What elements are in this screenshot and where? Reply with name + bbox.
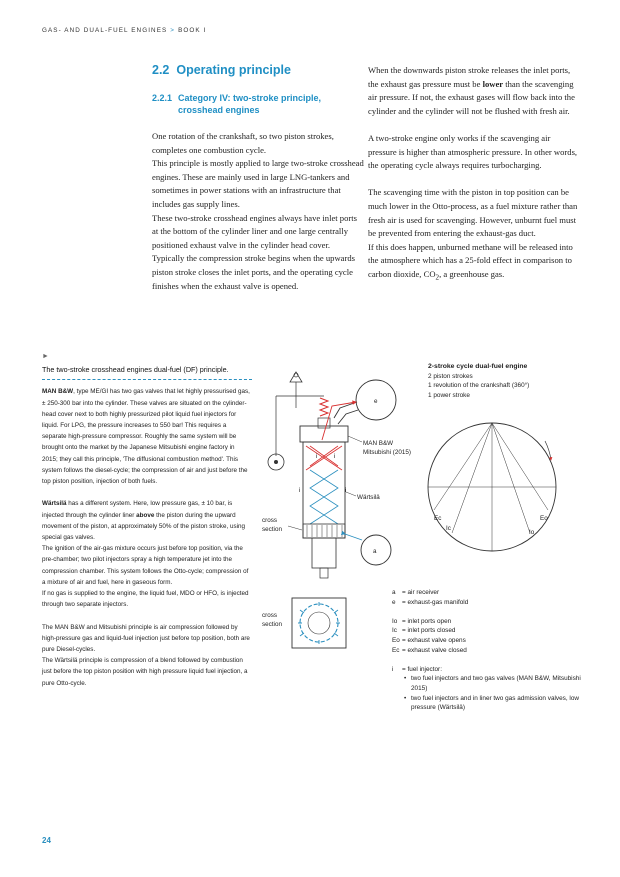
subsection-title-line2: crosshead engines <box>178 105 260 115</box>
legend-text: = inlet ports closed <box>402 627 456 635</box>
page-number: 24 <box>42 836 51 845</box>
label-cross: cross <box>262 612 278 619</box>
list-item: • two fuel injectors and two gas valves (MAN B&W, Mitsubishi 2015) <box>404 674 582 693</box>
triangle-arrow-icon: ► <box>42 353 49 360</box>
legend-text: = exhaust-gas manifold <box>402 598 469 606</box>
diagram-legend <box>392 588 582 713</box>
cam-wheel-icon <box>268 454 284 470</box>
figure-caption: The two-stroke crosshead engines dual-fuel (DF) principle. <box>42 365 229 375</box>
legend-text: = air receiver <box>402 589 440 596</box>
subscript: 2 <box>435 273 440 282</box>
label-a: a <box>373 548 377 555</box>
subsection-number: 2.2.1 <box>152 93 173 103</box>
cycle-line: 1 power stroke <box>428 391 470 399</box>
legend-row <box>392 617 582 627</box>
label-eo: Eo <box>540 515 548 522</box>
text-run: If this does happen, unburned methane will be released into the atmosphere which has a 25-fold effect in comparison to carbon dioxide, CO <box>368 241 573 279</box>
label-section: section <box>262 621 282 628</box>
text-run: , type ME/GI has two gas valves that let highly pressurised gas, ± 250-300 bar into the cylinder. These valves are situated on the cylinder-head cover next to both highly pressurized pilot liquid fuel injectors for liquid. For LPG, the pressure increases to 550 bar! This requires a separate high-pressure compressor. Roughly the same system will be brought onto the market by the Japanese Mitsubishi engine factory in 2015; they call this principle, 'The diffusional combustion method'. This system follows the diesel-cycle; the compression of air and just before the top piston position, injection of both fuels. <box>42 388 250 486</box>
sidebar-paragraph: The ignition of the air-gas mixture occurs just before top position, via the pre-chamber; two pilot injectors spray a high temperature jet into the compression chamber. This system follows the Otto-cycle; compression of a mixture of air and fuel, here in gaseous form. <box>42 545 249 586</box>
legend-row <box>392 588 582 598</box>
paragraph: Typically the compression stroke begins when the upwards piston stroke closes the inlet ports, and the operating cycle finishes when the exhaust valve is opened. <box>152 253 355 291</box>
legend-row <box>392 598 582 608</box>
injector-list <box>392 674 582 712</box>
bold-text: above <box>136 511 155 519</box>
legend-text: = inlet ports open <box>402 617 452 625</box>
injector-label: i <box>299 487 301 494</box>
legend-key: e <box>392 598 396 606</box>
injector-label: i <box>316 453 318 460</box>
label-ic: Ic <box>446 525 451 532</box>
header-left: GAS- AND DUAL-FUEL ENGINES <box>42 27 168 34</box>
legend-text: = fuel injector: <box>402 665 442 673</box>
injector-label: i <box>345 487 347 494</box>
label-section: section <box>262 526 282 533</box>
legend-key: Io <box>392 617 398 625</box>
legend-text: = exhaust valve opens <box>402 636 466 644</box>
cross-section-view <box>292 598 346 648</box>
legend-key: Eo <box>392 636 400 644</box>
section-title-text: Operating principle <box>176 63 291 77</box>
valve-spring <box>320 398 328 416</box>
valve-rocker-icon <box>276 372 324 456</box>
exhaust-flow <box>306 446 342 470</box>
header-separator: > <box>170 27 176 34</box>
label-mitsubishi: Mitsubishi (2015) <box>363 449 411 456</box>
paragraph: The scavenging time with the piston in top position can be much lower in the Otto-process, as a fuel mixture rather than fresh air is used for scavenging. However, unburnt fuel must be prevented from entering the exhaust-gas duct. <box>368 187 578 239</box>
header-right: BOOK I <box>178 27 207 34</box>
inlet-ports <box>303 524 345 538</box>
text-run: , a greenhouse gas. <box>439 268 505 279</box>
legend-key: Ic <box>392 627 397 635</box>
label-io: Io <box>529 529 535 536</box>
text-run: than the scavenging air pressure. If not, the exhaust gases will flow back into the cylinder and the cylinder will not be flushed with fresh air. <box>368 78 575 116</box>
sidebar-paragraph: The MAN B&W and Mitsubishi principle is air compression followed by high-pressure gas and liquid-fuel injection just before top position, both are pure Diesel-cycles. <box>42 623 250 654</box>
cycle-line: 1 revolution of the crankshaft (360°) <box>428 382 530 390</box>
text-run: has a different system. Here, low pressure gas, ± 10 bar, is injected through the cylinder liner <box>42 500 233 519</box>
paragraph: This principle is mostly applied to large two-stroke crosshead engines. These are mainly used in large LNG-tankers and sometimes in power stations with an infrastructure that includes gas supply lines. <box>152 158 364 209</box>
sidebar-paragraph: If no gas is supplied to the engine, the liquid fuel, MDO or HFO, is injected through two separate injectors. <box>42 590 249 609</box>
label-cross: cross <box>262 517 278 524</box>
text-run: the piston during the upward movement of the piston, at approximately 50% of the piston stroke, using special gas valves. <box>42 511 246 542</box>
label-wartsila: Wärtsilä <box>357 494 380 501</box>
paragraph: These two-stroke crosshead engines always have inlet ports at the bottom of the cylinder liner and one large centrally positioned exhaust valve in the cylinder head cover. <box>152 212 357 250</box>
section-number: 2.2 <box>152 63 170 77</box>
scavenging-flow <box>310 470 338 524</box>
legend-row <box>392 636 582 646</box>
subsection-title-line1: Category IV: two-stroke principle, <box>178 93 322 103</box>
label-man-bw: MAN B&W <box>363 440 394 447</box>
legend-key: Ec <box>392 646 400 654</box>
legend-key: i <box>392 665 394 673</box>
paragraph: A two-stroke engine only works if the scavenging air pressure is higher than atmospheric pressure. In other words, the operating cycle always requires turbocharging. <box>368 132 578 171</box>
text-run: When the downwards piston stroke releases the inlet ports, the exhaust gas pressure must be <box>368 65 571 89</box>
legend-key: a <box>392 589 396 596</box>
label-e: e <box>374 398 378 405</box>
legend-row <box>392 626 582 636</box>
legend-text: = exhaust valve closed <box>402 646 467 654</box>
label-ec: Ec <box>434 515 442 522</box>
cycle-line: 2 piston strokes <box>428 372 473 380</box>
bold-text: lower <box>482 78 504 89</box>
sidebar-paragraph: The Wärtsilä principle is compression of a blend followed by combustion just before the top piston position with high pressure liquid fuel injection, a pure Otto-cycle. <box>42 657 248 687</box>
piston <box>312 538 336 568</box>
legend-row <box>392 665 582 675</box>
cycle-title: 2-stroke cycle dual-fuel engine <box>428 363 528 370</box>
list-item: • two fuel injectors and in liner two gas admission valves, low pressure (Wärtsilä) <box>404 694 582 713</box>
bold-text: Wärtsilä <box>42 500 67 508</box>
injector-label: i <box>334 453 336 460</box>
bold-text: MAN B&W <box>42 388 74 396</box>
legend-row <box>392 646 582 656</box>
cycle-info <box>428 362 529 400</box>
paragraph: One rotation of the crankshaft, so two piston strokes, completes one combustion cycle. <box>152 131 334 155</box>
